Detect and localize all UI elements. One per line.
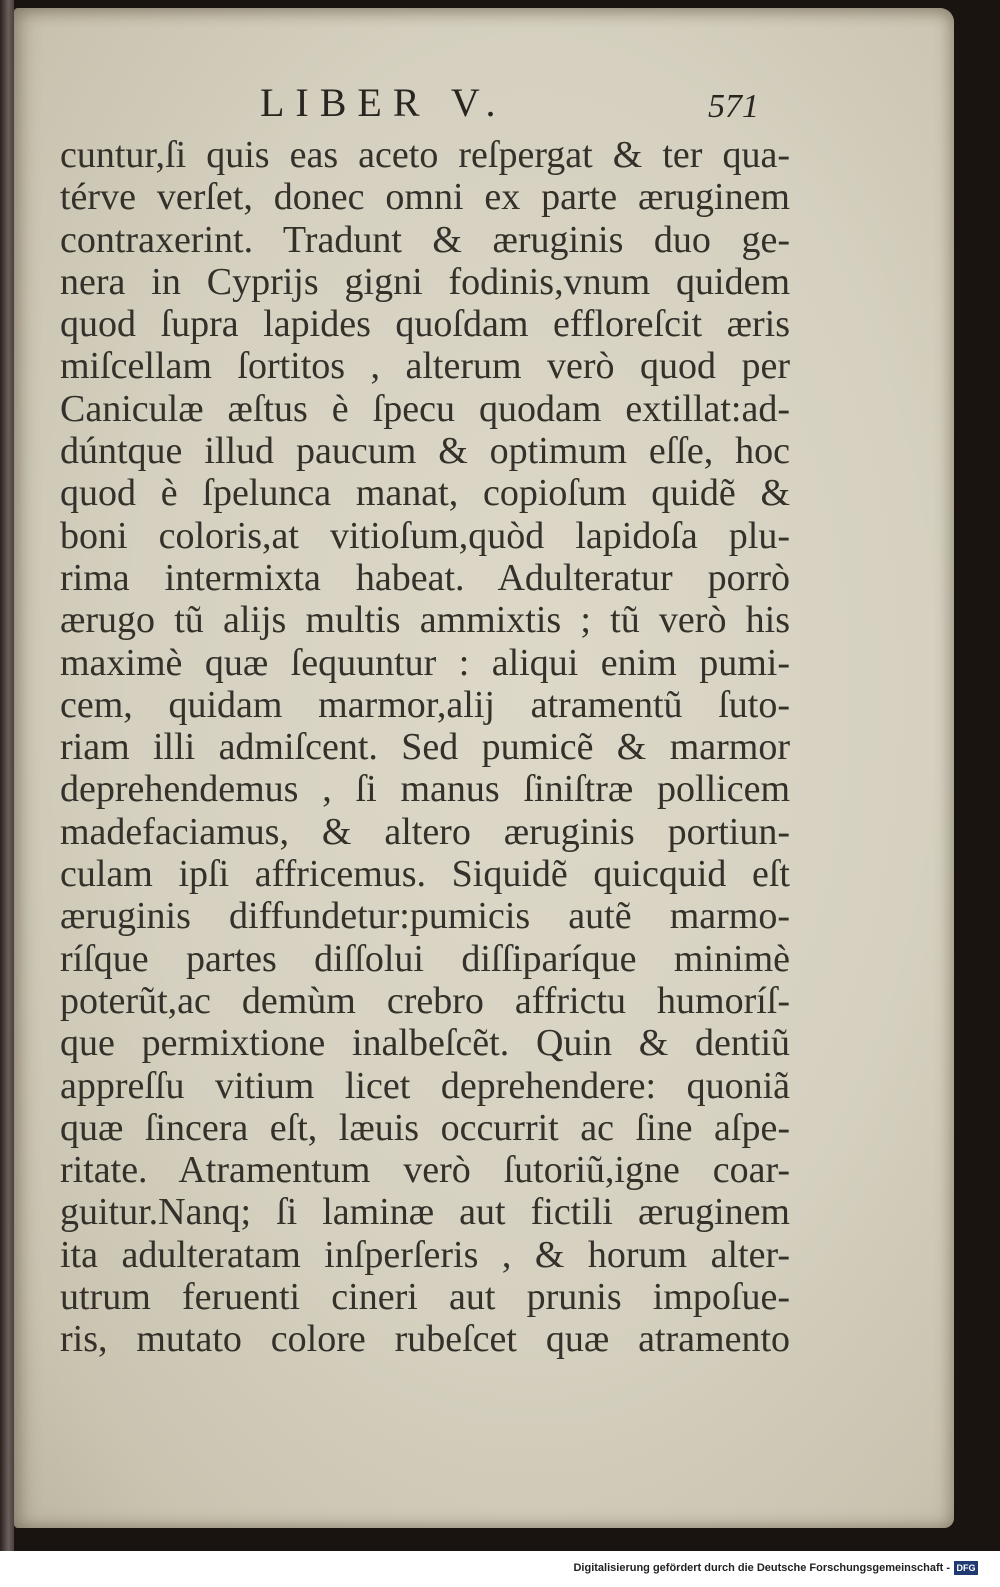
text-line: madefaciamus, & altero æruginis portiun-	[60, 810, 790, 853]
text-line: dúntque illud paucum & optimum eſſe, hoc	[60, 430, 790, 473]
text-line: ærugo tũ alijs multis ammixtis ; tũ verò his	[60, 599, 790, 642]
text-line: miſcellam ſortitos , alterum verò quod per	[60, 345, 790, 388]
text-line: quæ ſincera eſt, læuis occurrit ac ſine aſpe-	[60, 1106, 790, 1149]
text-line: ríſque partes diſſolui diſſiparíque minimè	[60, 937, 790, 980]
text-line: culam ipſi affricemus. Siquidẽ quicquid eſt	[60, 853, 790, 896]
text-line: appreſſu vitium licet deprehendere: quoniã	[60, 1064, 790, 1107]
text-line: riam illi admiſcent. Sed pumicẽ & marmor	[60, 726, 790, 769]
text-line: ritate. Atramentum verò ſutoriũ,igne coar-	[60, 1149, 790, 1192]
text-line: poterũt,ac demùm crebro affrictu humoríſ-	[60, 979, 790, 1022]
text-line: utrum feruenti cineri aut prunis impoſue-	[60, 1276, 790, 1319]
text-line: rima intermixta habeat. Adulteratur porrò	[60, 556, 790, 599]
page-header	[14, 78, 954, 128]
text-line: guitur.Nanq; ſi laminæ aut fictili æruginem	[60, 1191, 790, 1234]
book-binding-edge	[0, 0, 14, 1560]
text-line: quod ſupra lapides quoſdam effloreſcit æris	[60, 303, 790, 346]
dfg-logo: DFG	[954, 1561, 978, 1575]
text-line: quod è ſpelunca manat, copioſum quidẽ &	[60, 472, 790, 515]
text-line: cuntur,ſi quis eas aceto reſpergat & ter qua-	[60, 134, 790, 176]
text-line: térve verſet, donec omni ex parte æruginem	[60, 176, 790, 219]
text-line: boni coloris,at vitioſum,quòd lapidoſa plu-	[60, 514, 790, 557]
digitization-credit: Digitalisierung gefördert durch die Deutsche Forschungsgemeinschaft -	[573, 1562, 950, 1574]
text-line: contraxerint. Tradunt & æruginis duo ge-	[60, 218, 790, 261]
text-line: æruginis diffundetur:pumicis autẽ marmo-	[60, 895, 790, 938]
text-line: nera in Cyprijs gigni fodinis,vnum quidem	[60, 260, 790, 303]
footer-bar	[0, 1551, 1000, 1587]
page-number: 571	[708, 88, 759, 125]
book-page	[14, 8, 954, 1528]
text-line: Caniculæ æſtus è ſpecu quodam extillat:ad-	[60, 387, 790, 430]
text-line: cem, quidam marmor,alij atramentũ ſuto-	[60, 683, 790, 726]
text-line: deprehendemus , ſi manus ſiniſtræ pollicem	[60, 768, 790, 811]
text-line: ris, mutato colore rubeſcet quæ atramento	[60, 1318, 790, 1361]
text-line: ita adulteratam inſperſeris , & horum alter-	[60, 1233, 790, 1276]
text-line: maximè quæ ſequuntur : aliqui enim pumi-	[60, 641, 790, 684]
body-text	[60, 134, 790, 1361]
running-head: LIBER V.	[260, 80, 507, 125]
text-line: que permixtione inalbeſcẽt. Quin & dentiũ	[60, 1022, 790, 1065]
